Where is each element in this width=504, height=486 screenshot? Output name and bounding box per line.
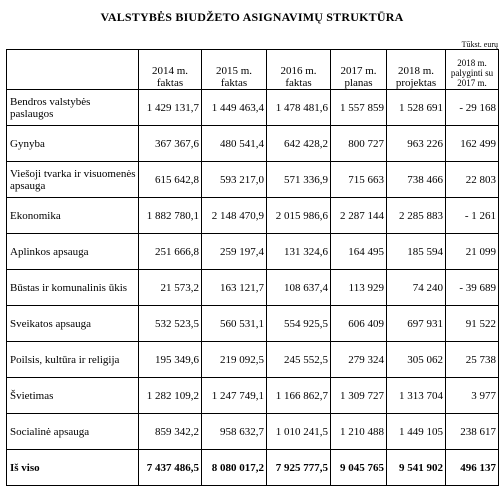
value-2018: 185 594 bbox=[387, 234, 446, 270]
value-2014: 532 523,5 bbox=[139, 306, 202, 342]
value-2014: 1 882 780,1 bbox=[139, 198, 202, 234]
value-2018: 2 285 883 bbox=[387, 198, 446, 234]
value-2016: 1 010 241,5 bbox=[267, 414, 331, 450]
value-2017: 279 324 bbox=[331, 342, 387, 378]
value-2017: 715 663 bbox=[331, 162, 387, 198]
value-2017: 1 309 727 bbox=[331, 378, 387, 414]
value-2015: 1 449 463,4 bbox=[202, 90, 267, 126]
value-2018: 1 313 704 bbox=[387, 378, 446, 414]
table-row bbox=[7, 306, 499, 342]
row-label: Būstas ir komunalinis ūkis bbox=[7, 270, 139, 306]
table-row bbox=[7, 414, 499, 450]
value-2017: 9 045 765 bbox=[331, 450, 387, 486]
header-2015: 2015 m. faktas bbox=[202, 50, 267, 90]
value-2015: 219 092,5 bbox=[202, 342, 267, 378]
table-row bbox=[7, 162, 499, 198]
value-2016: 2 015 986,6 bbox=[267, 198, 331, 234]
value-2015: 560 531,1 bbox=[202, 306, 267, 342]
value-diff: - 1 261 bbox=[446, 198, 499, 234]
value-diff: - 29 168 bbox=[446, 90, 499, 126]
value-2014: 7 437 486,5 bbox=[139, 450, 202, 486]
value-diff: 3 977 bbox=[446, 378, 499, 414]
value-2018: 305 062 bbox=[387, 342, 446, 378]
value-diff: 21 099 bbox=[446, 234, 499, 270]
value-diff: - 39 689 bbox=[446, 270, 499, 306]
value-2015: 8 080 017,2 bbox=[202, 450, 267, 486]
value-2018: 963 226 bbox=[387, 126, 446, 162]
value-2017: 800 727 bbox=[331, 126, 387, 162]
value-2015: 163 121,7 bbox=[202, 270, 267, 306]
table-row bbox=[7, 198, 499, 234]
value-2017: 2 287 144 bbox=[331, 198, 387, 234]
table-row bbox=[7, 126, 499, 162]
value-diff: 162 499 bbox=[446, 126, 499, 162]
row-label: Ekonomika bbox=[7, 198, 139, 234]
value-2015: 480 541,4 bbox=[202, 126, 267, 162]
value-diff: 25 738 bbox=[446, 342, 499, 378]
budget-table bbox=[6, 49, 499, 486]
value-diff: 496 137 bbox=[446, 450, 499, 486]
value-2015: 593 217,0 bbox=[202, 162, 267, 198]
value-2014: 21 573,2 bbox=[139, 270, 202, 306]
row-label: Švietimas bbox=[7, 378, 139, 414]
value-2016: 108 637,4 bbox=[267, 270, 331, 306]
value-2015: 1 247 749,1 bbox=[202, 378, 267, 414]
value-2015: 2 148 470,9 bbox=[202, 198, 267, 234]
table-body bbox=[7, 90, 499, 486]
row-label: Viešoji tvarka ir visuomenės apsauga bbox=[7, 162, 139, 198]
value-2015: 958 632,7 bbox=[202, 414, 267, 450]
value-2018: 738 466 bbox=[387, 162, 446, 198]
value-2018: 697 931 bbox=[387, 306, 446, 342]
value-2016: 571 336,9 bbox=[267, 162, 331, 198]
header-2018: 2018 m. projektas bbox=[387, 50, 446, 90]
unit-note: Tūkst. eurų bbox=[461, 40, 498, 49]
value-2018: 74 240 bbox=[387, 270, 446, 306]
value-2014: 1 429 131,7 bbox=[139, 90, 202, 126]
row-label: Socialinė apsauga bbox=[7, 414, 139, 450]
row-label: Bendros valstybės paslaugos bbox=[7, 90, 139, 126]
value-2014: 367 367,6 bbox=[139, 126, 202, 162]
value-diff: 238 617 bbox=[446, 414, 499, 450]
value-2014: 195 349,6 bbox=[139, 342, 202, 378]
row-label: Sveikatos apsauga bbox=[7, 306, 139, 342]
value-2017: 113 929 bbox=[331, 270, 387, 306]
table-header-row bbox=[7, 50, 499, 90]
row-label: Gynyba bbox=[7, 126, 139, 162]
table-row bbox=[7, 270, 499, 306]
header-2017: 2017 m. planas bbox=[331, 50, 387, 90]
document-title: VALSTYBĖS BIUDŽETO ASIGNAVIMŲ STRUKTŪRA bbox=[100, 10, 404, 24]
value-2014: 615 642,8 bbox=[139, 162, 202, 198]
value-2017: 1 210 488 bbox=[331, 414, 387, 450]
value-2016: 131 324,6 bbox=[267, 234, 331, 270]
value-2018: 1 449 105 bbox=[387, 414, 446, 450]
value-2018: 9 541 902 bbox=[387, 450, 446, 486]
value-2015: 259 197,4 bbox=[202, 234, 267, 270]
table-row bbox=[7, 378, 499, 414]
value-2016: 245 552,5 bbox=[267, 342, 331, 378]
value-2014: 251 666,8 bbox=[139, 234, 202, 270]
value-2016: 7 925 777,5 bbox=[267, 450, 331, 486]
table-row bbox=[7, 342, 499, 378]
value-2014: 1 282 109,2 bbox=[139, 378, 202, 414]
value-diff: 22 803 bbox=[446, 162, 499, 198]
table-row bbox=[7, 234, 499, 270]
header-category bbox=[7, 50, 139, 90]
value-2014: 859 342,2 bbox=[139, 414, 202, 450]
value-2017: 606 409 bbox=[331, 306, 387, 342]
value-2016: 554 925,5 bbox=[267, 306, 331, 342]
row-label: Iš viso bbox=[7, 450, 139, 486]
value-2017: 164 495 bbox=[331, 234, 387, 270]
value-2017: 1 557 859 bbox=[331, 90, 387, 126]
value-2016: 1 478 481,6 bbox=[267, 90, 331, 126]
header-2014: 2014 m. faktas bbox=[139, 50, 202, 90]
table-total-row bbox=[7, 450, 499, 486]
header-comparison: 2018 m. palyginti su 2017 m. bbox=[446, 50, 499, 90]
value-2016: 642 428,2 bbox=[267, 126, 331, 162]
value-2018: 1 528 691 bbox=[387, 90, 446, 126]
table-row bbox=[7, 90, 499, 126]
value-diff: 91 522 bbox=[446, 306, 499, 342]
value-2016: 1 166 862,7 bbox=[267, 378, 331, 414]
header-2016: 2016 m. faktas bbox=[267, 50, 331, 90]
row-label: Poilsis, kultūra ir religija bbox=[7, 342, 139, 378]
row-label: Aplinkos apsauga bbox=[7, 234, 139, 270]
